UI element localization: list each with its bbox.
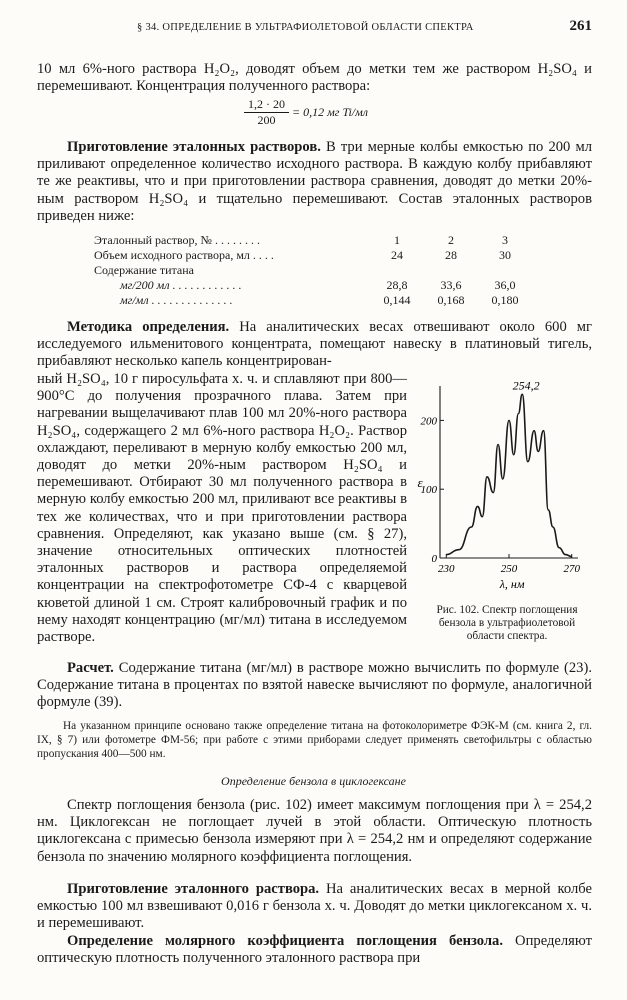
y-tick-label: 0 [431, 553, 437, 565]
footnote-text: На указанном принципе основано также определение титана на фотоколориметре ФЭК-М (см. книга 2, гл. IX, § 7) или фотометре ФМ-56; при работе с этими приборами следует применять светофильтры с областью пропускания 400—500 нм. [37, 720, 592, 760]
table-cell [370, 263, 424, 278]
table-cell: 28 [445, 248, 457, 262]
molar-heading: Определение молярного коэффициента поглощения бензола. [67, 933, 503, 949]
standards-text: В три мерные колбы емкостью по 200 мл приливают определенное количество исходного раствора. В каждую колбу прибавляют те же реактивы, что и при приготовлении раствора сравнения, доводят до метки 20%-ным раствором H₂SO₄ и тщательно перемешивают. Состав эталонных растворов приведен ниже: [37, 139, 592, 224]
table-cell: 0,168 [437, 293, 465, 307]
table-cell: 33,6 [440, 278, 462, 292]
x-axis-label: λ, нм [499, 577, 525, 591]
paragraph-molar-coefficient [37, 933, 592, 967]
method-text: На аналитических весах отвешивают около 600 мг исследуемого ильменитового концентрата, помещают навеску в платиновый тигель, прибавляют несколько капель концентрирован- [37, 319, 592, 370]
table-cell [478, 263, 532, 278]
table-cell: 24 [391, 248, 403, 262]
x-tick-label: 250 [500, 563, 518, 575]
table-row [94, 278, 532, 293]
y-tick-label: 100 [420, 484, 437, 497]
x-tick-label: 270 [563, 563, 580, 575]
y-axis-label: ε [417, 475, 423, 491]
section-title: Определение бензола в циклогексане [221, 774, 406, 788]
table-cell: 30 [499, 248, 511, 262]
table-row-label: Объем исходного раствора, мл . . . . [94, 248, 274, 262]
formula-result: = 0,12 мг Ti/мл [292, 105, 369, 119]
table-cell: 0,144 [383, 293, 411, 307]
table-row [94, 293, 532, 308]
molar-text: Определяют оптическую плотность полученного эталонного раствора при [37, 933, 592, 967]
table-row [94, 233, 532, 248]
paragraph-benzene-spectrum: Спектр поглощения бензола (рис. 102) имеет максимум поглощения при λ = 254,2 нм. Циклогексан не поглощает лучей в этой области. Оптическую плотность циклогексана с примесью бензола измеряют при λ = 254,2 нм и определяют содержание бензола по значению молярного коэффициента поглощения. [37, 797, 592, 865]
y-tick-label: 200 [420, 415, 437, 428]
paragraph-method-wrapped: ный H₂SO₄, 10 г пиросульфата х. ч. и сплавляют при 800—900°С до получения прозрачного плава. Затем при нагревании выщелачивают плав 100 мл 20%-ного раствора H₂SO₄, содержащего 2 мл 6%-ного раствора H₂O₂. Раствор охлаждают, переливают в мерную колбу емкостью 200 мл, доводят до метки 20%-ным раствором H₂SO₄ и перемешивают. Отбирают 30 мл полученного раствора в мерную колбу емкостью 200 мл, приливают все реактивы в тех же количествах, что и при приготовлении раствора сравнения. Определяют, как указано выше (см. § 27), значение относительных оптических плотностей эталонных растворов и раствора определяемой концентрации на спектрофотометре СФ-4 с кварцевой кюветой длиной 1 см. Строят калибровочный график и по нему находят концентрацию (мг/мл) титана в исследуемом растворе. [37, 371, 407, 646]
concentration-formula [244, 97, 368, 128]
paragraph-intro: 10 мл 6%-ного раствора H₂O₂, доводят объем до метки тем же раствором H₂SO₄ и перемешивают. Концентрация полученного раствора: [37, 61, 592, 95]
series-line-benzene [446, 394, 571, 556]
standards-heading: Приготовление эталонных растворов. [67, 139, 321, 155]
table-row-label: мг/мл . . . . . . . . . . . . . . [120, 293, 233, 307]
x-tick-label: 230 [438, 563, 455, 575]
paragraph-method-intro [37, 319, 592, 371]
table-cell: 1 [394, 233, 400, 247]
page-number: 261 [569, 18, 592, 34]
running-title: § 34. ОПРЕДЕЛЕНИЕ В УЛЬТРАФИОЛЕТОВОЙ ОБЛАСТИ СПЕКТРА [137, 22, 474, 33]
paragraph-standards [37, 139, 592, 225]
reference-heading: Приготовление эталонного раствора. [67, 881, 320, 897]
table-row [94, 263, 532, 278]
calculation-text: Содержание титана (мг/мл) в растворе можно вычислить по формуле (23). Содержание титана в процентах по взятой навеске вычисляют по формуле, аналогичной формуле (39). [37, 660, 592, 711]
table-cell: 36,0 [494, 278, 516, 292]
peak-annotation: 254,2 [512, 378, 540, 393]
table-row-label: Эталонный раствор, № . . . . . . . . [94, 233, 260, 247]
standards-table [94, 233, 532, 308]
table-cell: 0,180 [491, 293, 519, 307]
table-cell [424, 263, 478, 278]
formula-numerator: 1,2 · 20 [244, 97, 289, 113]
method-heading: Методика определения. [67, 319, 230, 335]
absorption-spectrum-chart [410, 376, 590, 598]
table-cell: 3 [502, 233, 508, 247]
formula-denominator: 200 [257, 113, 276, 127]
table-cell: 28,8 [386, 278, 408, 292]
table-row [94, 248, 532, 263]
reference-text: На аналитических весах в мерной колбе емкостью 100 мл взвешивают 0,016 г бензола х. ч. Доводят до метки циклогексаном х. ч. и перемешивают. [37, 881, 592, 932]
calculation-heading: Расчет. [67, 660, 114, 676]
table-cell: 2 [448, 233, 454, 247]
table-row-label: мг/200 мл . . . . . . . . . . . . [120, 278, 242, 292]
formula-fraction [244, 97, 289, 128]
table-row-label: Содержание титана [94, 263, 195, 277]
paragraph-reference-solution [37, 881, 592, 933]
paragraph-calculation [37, 660, 592, 712]
figure-caption: Рис. 102. Спектр поглощения бензола в ультрафиолетовой области спектра. [436, 604, 578, 642]
running-header [37, 14, 592, 36]
